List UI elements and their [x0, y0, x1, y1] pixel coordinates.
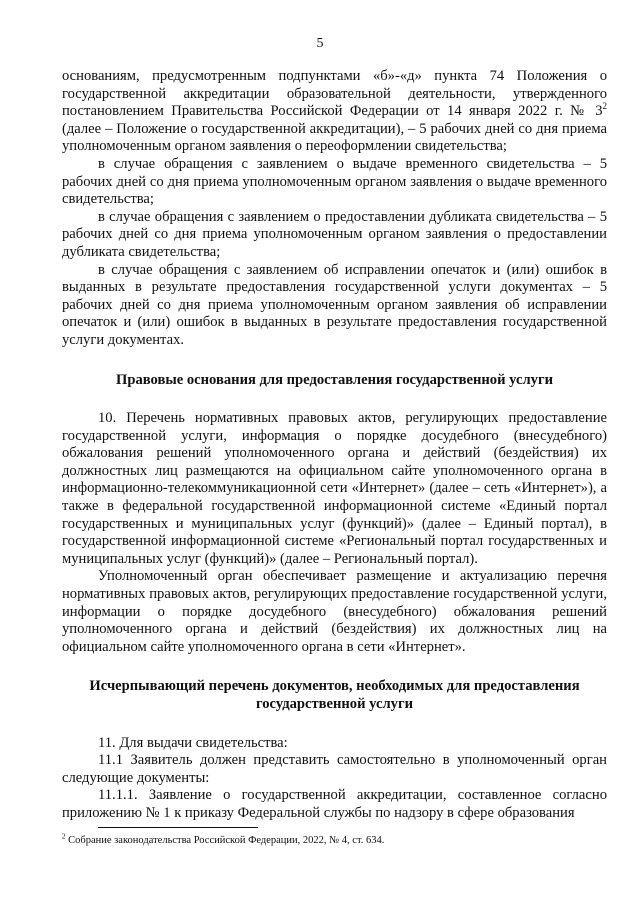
footnote — [62, 834, 384, 847]
paragraph: в случае обращения с заявлением о выдаче временного свидетельства – 5 рабочих дней со дня приема уполномоченным органом заявления о выдаче временного свидетельства; — [62, 155, 607, 208]
section-heading-legal-basis: Правовые основания для предоставления государственной услуги — [115, 371, 553, 388]
paragraph: 11.1.1. Заявление о государственной аккредитации, составленное согласно приложению № 1 к приказу Федеральной службы по надзору в сфере образования — [62, 787, 607, 821]
paragraph: Уполномоченный орган обеспечивает размещение и актуализацию перечня нормативных правовых актов, регулирующих предоставление государственной услуги, информации о порядке досудебного (внесудебного) обжалования решений уполномоченного органа и действий (бездействия) их должностных лиц на официальном сайте уполномоченного органа в сети «Интернет». — [62, 568, 607, 655]
page-body — [62, 68, 607, 823]
section-heading-line: государственной услуги — [255, 696, 414, 712]
paragraph: 10. Перечень нормативных правовых актов, регулирующих предоставление государственной услуги, информация о порядке досудебного (внесудебного) обжалования решений уполномоченного органа и действий (бездействия) их должностных лиц размещаются на официальном сайте уполномоченного органа в информационно-телекоммуникационной сети «Интернет» (далее – сеть «Интернет»), а также в федеральной государственной информационной системе «Единый портал государственных и муниципальных услуг (функций)» (далее – Единый портал), в государственной информационной системе «Региональный портал государственных и муниципальных услуг (функций)» (далее – Региональный портал). — [62, 410, 607, 567]
paragraph: в случае обращения с заявлением об исправлении опечаток и (или) ошибок в выданных в результате предоставления государственной услуги документах – 5 рабочих дней со дня приема уполномоченным органом заявления об исправлении опечаток и (или) ошибок в выданных в результате предоставления государственной услуги документах. — [62, 261, 607, 348]
footnote-divider — [98, 827, 258, 828]
paragraph: 11.1 Заявитель должен представить самостоятельно в уполномоченный орган следующие документы: — [62, 752, 607, 786]
footnote-reference[interactable]: 2 — [602, 101, 607, 112]
footnote-text: Собрание законодательства Российской Федерации, 2022, № 4, ст. 634. — [68, 835, 385, 846]
paragraph: основаниям, предусмотренным подпунктами «б»-«д» пункта 74 Положения о государственной аккредитации образовательной деятельности, утвержденного постановлением Правительства Российской Федерации от 14 января 2022 г. № $3^2$ (далее – Положение о государственной аккредитации), – 5 рабочих дней со дня приема уполномоченным органом заявления о переоформлении свидетельства; — [62, 68, 607, 155]
section-heading-documents — [62, 678, 607, 713]
paragraph: 11. Для выдачи свидетельства: — [98, 734, 288, 751]
page-number: 5 — [316, 36, 324, 51]
paragraph: в случае обращения с заявлением о предоставлении дубликата свидетельства – 5 рабочих дней со дня приема уполномоченным органом заявления о предоставлении дубликата свидетельства; — [62, 208, 607, 260]
section-heading-line: Исчерпывающий перечень документов, необходимых для предоставления — [89, 678, 580, 695]
footnote-marker: 2 — [62, 832, 66, 841]
